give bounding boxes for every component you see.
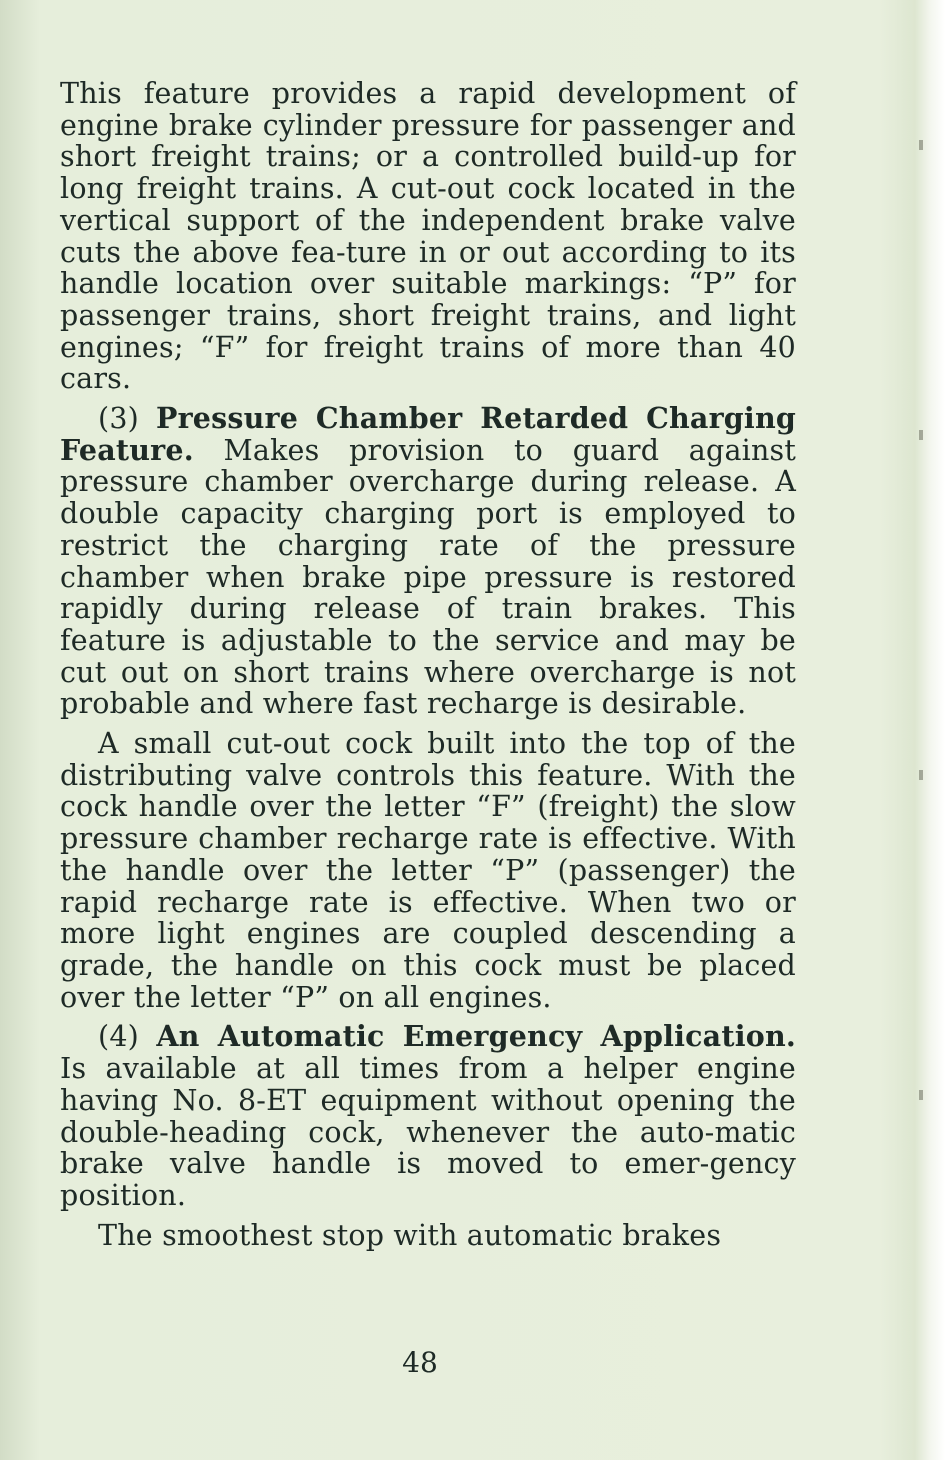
paragraph-engine-brake-feature: This feature provides a rapid development of engine brake cylinder pressure for passenger and short freight trains; or a controlled build-up for long freight trains. A cut-out cock located in the vertical support of the independent brake valve cuts the above fea-ture in or out according to its handle location over suitable markings: “P” for passenger trains, short freight trains, and light engines; “F” for freight trains of more than 40 cars. xyxy=(60,77,796,396)
paragraph-pressure-chamber-text: Makes provision to guard against pressure chamber overcharge during release. A double capacity charging port is employed to restrict the charging rate of the pressure chamber when brake pipe pressure is restored rapidly during release of train brakes. This feature is adjustable to the service and may be cut out on short trains where overcharge is not probable and where fast recharge is desirable. xyxy=(60,433,796,721)
paragraph-emergency-application xyxy=(60,1021,796,1211)
item-number-4: (4) xyxy=(98,1020,157,1054)
page-body xyxy=(60,78,796,1259)
paragraph-cut-out-cock: A small cut-out cock built into the top of the distributing valve controls this feature. With the cock handle over the letter “F” (freight) the slow pressure chamber recharge rate is effective. With the handle over the letter “P” (passenger) the rapid recharge rate is effective. When two or more light engines are coupled descending a grade, the handle on this cock must be placed over the letter “P” on all engines. xyxy=(60,727,796,1014)
paragraph-pressure-chamber xyxy=(60,403,796,720)
item-number-3: (3) xyxy=(98,402,156,436)
page-edge-mark xyxy=(919,770,923,780)
page-number: 48 xyxy=(402,1346,438,1379)
heading-pressure-chamber: Pressure Chamber Retarded Charging Feature. xyxy=(60,401,796,467)
page-edge-mark xyxy=(919,1090,923,1100)
paragraph-emergency-text: Is available at all times from a helper engine having No. 8-ET equipment without opening the double-heading cock, whenever the auto-matic brake valve handle is moved to emer-gency position. xyxy=(60,1052,796,1212)
page-edge-mark xyxy=(919,430,923,440)
heading-emergency-application: An Automatic Emergency Application. xyxy=(156,1019,796,1054)
paragraph-smoothest-stop: The smoothest stop with automatic brakes xyxy=(98,1218,722,1252)
page-edge-mark xyxy=(919,140,923,150)
